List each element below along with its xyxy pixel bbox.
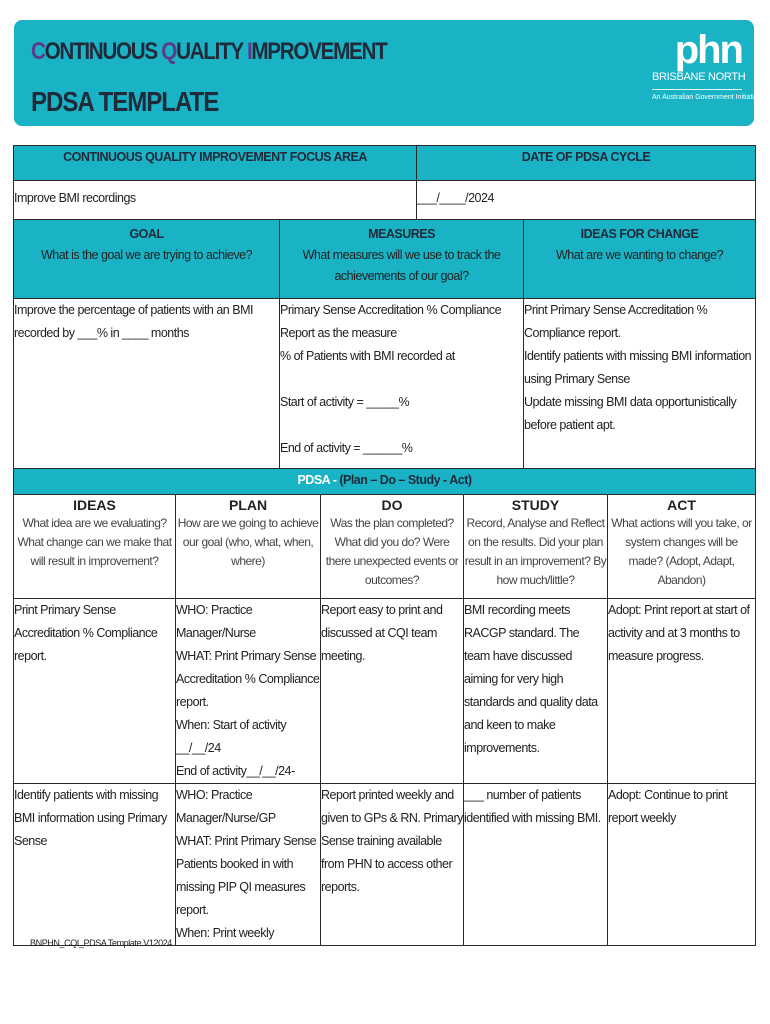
ideas-line: Update missing BMI data opportunistically before patient apt. bbox=[524, 395, 737, 432]
phn-logo bbox=[652, 28, 762, 120]
measures-header bbox=[280, 220, 524, 299]
pdsa-banner-text: (Plan – Do – Study - Act) bbox=[339, 473, 472, 487]
header-banner bbox=[14, 20, 762, 126]
logo-government-note: An Australian Government Initiative bbox=[652, 94, 762, 101]
do-column-header: DO Was the plan completed? What did you do? Were there unexpected events or outcomes? bbox=[321, 495, 464, 599]
goal-subtitle: What is the goal we are trying to achieve? bbox=[40, 248, 253, 262]
row1-ideas-cell[interactable]: Print Primary Sense Accreditation % Compliance report. bbox=[14, 599, 176, 784]
date-value[interactable]: ___/____/2024 bbox=[417, 181, 756, 220]
ideas-for-change-header bbox=[524, 220, 756, 299]
date-header: DATE OF PDSA CYCLE bbox=[417, 146, 756, 181]
goal-title: GOAL bbox=[129, 227, 164, 241]
plan-column-header: PLAN How are we going to achieve our goal (who, what, when, where) bbox=[176, 495, 321, 599]
row2-plan-cell[interactable]: WHO: Practice Manager/Nurse/GP WHAT: Print Primary Sense Patients booked in with missing PIP QI measures report. When: Print weekly bbox=[176, 784, 321, 946]
pdsa-table bbox=[13, 468, 756, 946]
row1-study-cell[interactable]: BMI recording meets RACGP standard. The team have discussed aiming for very high standards and quality data and keen to make improvements. bbox=[464, 599, 608, 784]
row2-ideas-cell[interactable]: Identify patients with missing BMI information using Primary Sense bbox=[14, 784, 176, 946]
pdsa-banner-prefix: PDSA - bbox=[297, 473, 340, 487]
focus-area-value[interactable]: Improve BMI recordings bbox=[14, 181, 417, 220]
pdsa-banner bbox=[14, 469, 756, 495]
focus-area-table bbox=[13, 145, 756, 220]
row2-study-cell[interactable]: ___ number of patients identified with missing BMI. bbox=[464, 784, 608, 946]
logo-divider bbox=[652, 89, 742, 90]
ideas-line: Identify patients with missing BMI information using Primary Sense bbox=[524, 349, 752, 386]
measures-subtitle: What measures will we use to track the achievements of our goal? bbox=[302, 248, 501, 283]
row2-do-cell[interactable]: Report printed weekly and given to GPs & RN. Primary Sense training available from PHN to access other reports. bbox=[321, 784, 464, 946]
ideas-line: Print Primary Sense Accreditation % Compliance report. bbox=[524, 303, 708, 340]
row1-do-cell[interactable]: Report easy to print and discussed at CQI team meeting. bbox=[321, 599, 464, 784]
measures-line bbox=[280, 368, 523, 391]
logo-wordmark: phn bbox=[674, 28, 742, 72]
measures-line bbox=[280, 414, 523, 437]
act-column-header: ACT What actions will you take, or system changes will be made? (Adopt, Adapt, Abandon) bbox=[608, 495, 756, 599]
ideas-for-change-cell[interactable] bbox=[524, 299, 756, 469]
template-version-footer: BNPHN_CQI_PDSA Template V12024 bbox=[30, 938, 172, 948]
document-title: CONTINUOUS QUALITY IMPROVEMENT bbox=[31, 38, 387, 65]
ideas-column-header: IDEAS What idea are we evaluating? What change can we make that will result in improvement? bbox=[14, 495, 176, 599]
table-row bbox=[14, 599, 756, 784]
document-subtitle: PDSA TEMPLATE bbox=[31, 86, 219, 117]
goal-measures-table bbox=[13, 219, 756, 469]
measures-line: % of Patients with BMI recorded at bbox=[280, 349, 455, 363]
measures-text-cell[interactable] bbox=[280, 299, 524, 469]
focus-area-header: CONTINUOUS QUALITY IMPROVEMENT FOCUS AREA bbox=[14, 146, 417, 181]
logo-subtitle: BRISBANE NORTH bbox=[652, 71, 746, 83]
measures-title: MEASURES bbox=[368, 227, 435, 241]
measures-line: Start of activity = _____% bbox=[280, 395, 410, 409]
row2-act-cell[interactable]: Adopt: Continue to print report weekly bbox=[608, 784, 756, 946]
goal-text-cell[interactable]: Improve the percentage of patients with an BMI recorded by ___% in ____ months bbox=[14, 299, 280, 469]
ideas-for-change-title: IDEAS FOR CHANGE bbox=[580, 227, 699, 241]
ideas-for-change-subtitle: What are we wanting to change? bbox=[555, 248, 724, 262]
table-row bbox=[14, 784, 756, 946]
goal-header bbox=[14, 220, 280, 299]
measures-line: Primary Sense Accreditation % Compliance Report as the measure bbox=[280, 303, 502, 340]
row1-plan-cell[interactable]: WHO: Practice Manager/Nurse WHAT: Print Primary Sense Accreditation % Compliance report. When: Start of activity __/__/24 End of activity__/__/24- bbox=[176, 599, 321, 784]
study-column-header: STUDY Record, Analyse and Reflect on the results. Did your plan result in an improvement? By how much/little? bbox=[464, 495, 608, 599]
row1-act-cell[interactable]: Adopt: Print report at start of activity and at 3 months to measure progress. bbox=[608, 599, 756, 784]
measures-line: End of activity = ______% bbox=[280, 441, 413, 455]
